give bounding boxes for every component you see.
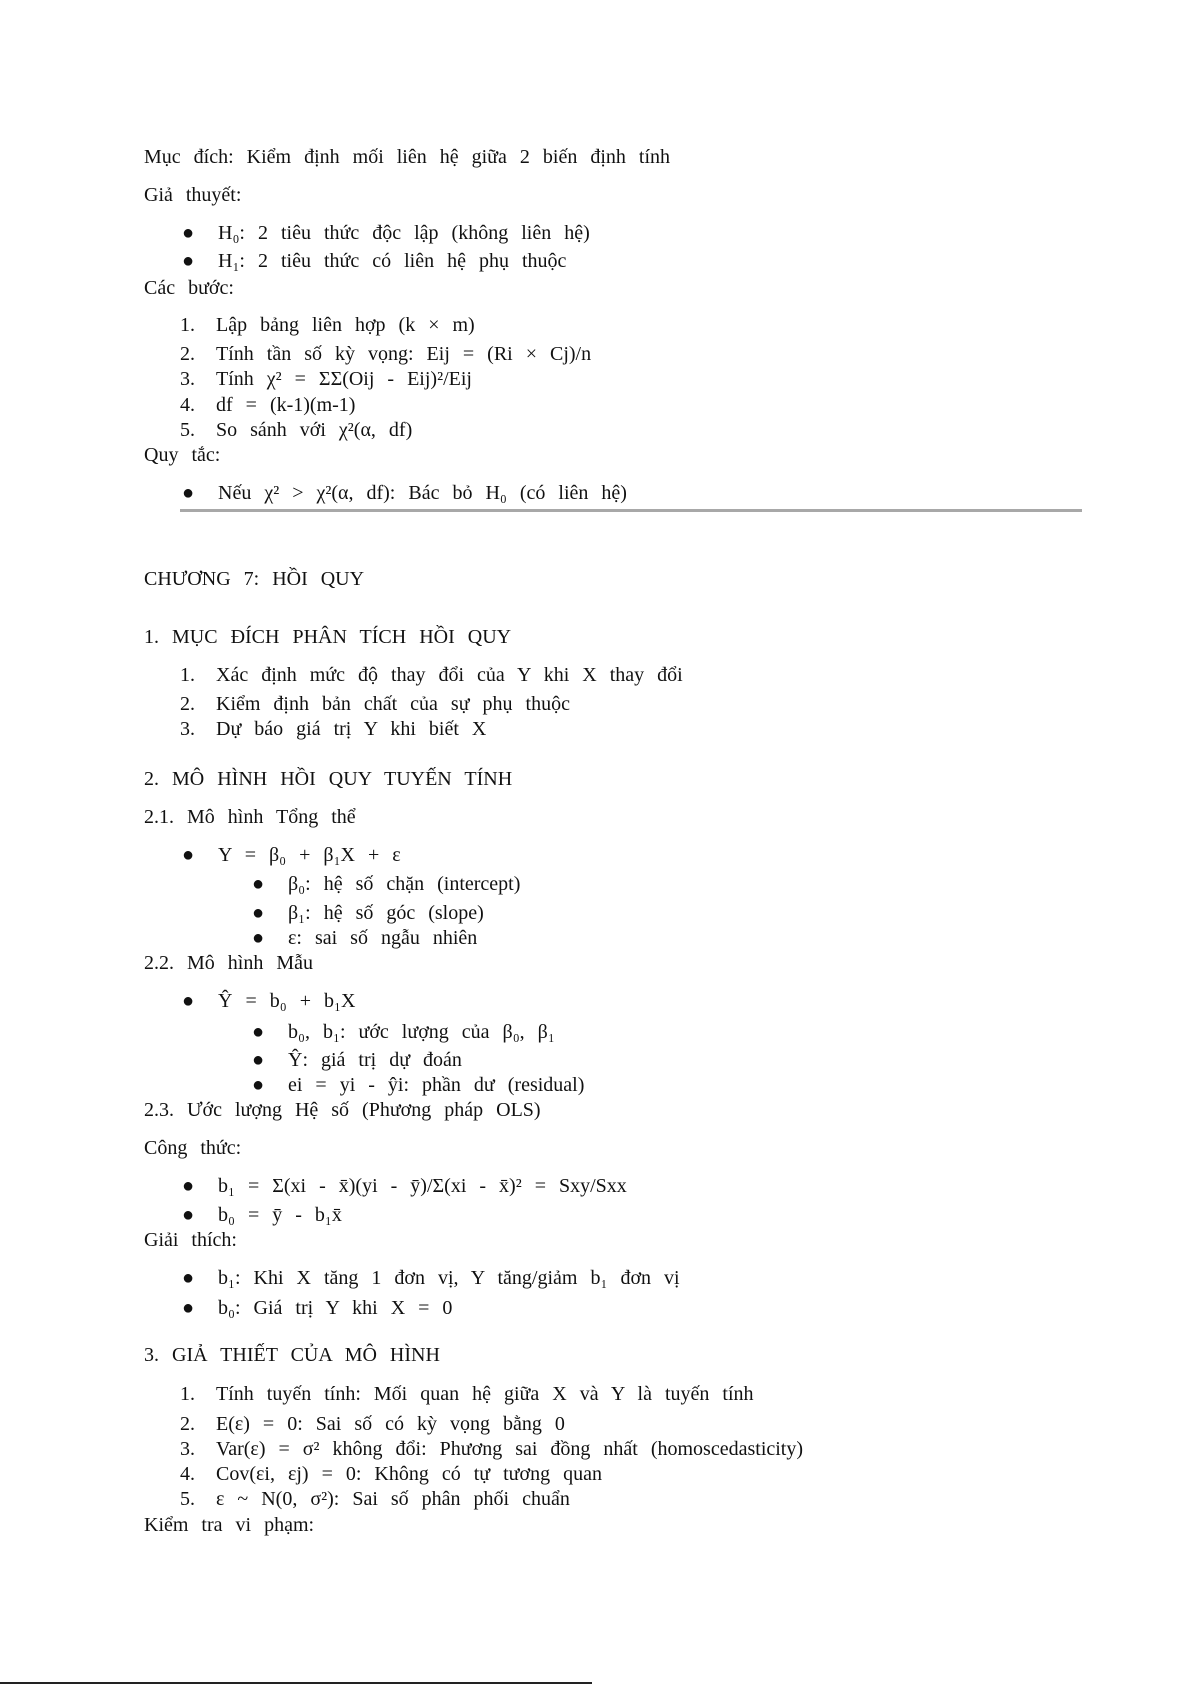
list-item: ● β₁: hệ số góc (slope) [252, 902, 484, 924]
list-item: ● Ŷ = b₀ + b₁X [182, 990, 356, 1012]
bullet-icon: ● [182, 1267, 195, 1289]
steps-heading: Các bước: [144, 277, 234, 299]
list-item: 3. Dự báo giá trị Y khi biết X [180, 718, 487, 740]
list-item: 1. Xác định mức độ thay đổi của Y khi X thay đổi [180, 664, 683, 686]
bullet-icon: ● [252, 1074, 265, 1096]
purpose-text: Mục đích: Kiểm định mối liên hệ giữa 2 biến định tính [144, 146, 670, 168]
list-item: ● H₁: 2 tiêu thức có liên hệ phụ thuộc [182, 250, 567, 272]
list-item: ● b₁ = Σ(xi - x̄)(yi - ȳ)/Σ(xi - x̄)² = Sxy/Sxx [182, 1175, 627, 1197]
violation-heading: Kiểm tra vi phạm: [144, 1514, 315, 1536]
bullet-icon: ● [182, 222, 195, 244]
list-item: 3. Var(ε) = σ² không đổi: Phương sai đồng nhất (homoscedasticity) [180, 1438, 804, 1460]
hypotheses-heading: Giả thuyết: [144, 184, 242, 206]
bullet-icon: ● [182, 482, 195, 504]
bullet-icon: ● [182, 1297, 195, 1319]
list-item: 1. Tính tuyến tính: Mối quan hệ giữa X và Y là tuyến tính [180, 1383, 754, 1405]
list-item: 5. So sánh với χ²(α, df) [180, 419, 413, 441]
list-item: ● ε: sai số ngẫu nhiên [252, 927, 478, 949]
section-heading: 2. MÔ HÌNH HỒI QUY TUYẾN TÍNH [144, 768, 513, 790]
explain-heading: Giải thích: [144, 1229, 237, 1251]
formula-heading: Công thức: [144, 1137, 242, 1159]
bullet-icon: ● [182, 1204, 195, 1226]
list-item: 3. Tính χ² = ΣΣ(Oij - Eij)²/Eij [180, 368, 472, 390]
list-item: 2. Tính tần số kỳ vọng: Eij = (Ri × Cj)/n [180, 343, 592, 365]
bullet-icon: ● [252, 873, 265, 895]
bullet-icon: ● [252, 902, 265, 924]
section-heading: 3. GIẢ THIẾT CỦA MÔ HÌNH [144, 1344, 440, 1366]
list-item: ● β₀: hệ số chặn (intercept) [252, 873, 521, 895]
list-item: 2. E(ε) = 0: Sai số có kỳ vọng bằng 0 [180, 1413, 565, 1435]
bullet-icon: ● [182, 844, 195, 866]
list-item: 4. Cov(εi, εj) = 0: Không có tự tương quan [180, 1463, 602, 1485]
rule-heading: Quy tắc: [144, 444, 221, 466]
list-item: 5. ε ~ N(0, σ²): Sai số phân phối chuẩn [180, 1488, 570, 1510]
bullet-icon: ● [182, 990, 195, 1012]
list-item: ● b₀ = ȳ - b₁x̄ [182, 1204, 342, 1226]
list-item: ● b₀, b₁: ước lượng của β₀, β₁ [252, 1021, 555, 1043]
list-item: ● Ŷ: giá trị dự đoán [252, 1049, 462, 1071]
list-item: 4. df = (k-1)(m-1) [180, 394, 356, 416]
list-item: ● Y = β₀ + β₁X + ε [182, 844, 401, 866]
subsection-heading: 2.2. Mô hình Mẫu [144, 952, 313, 974]
list-item: ● ei = yi - ŷi: phần dư (residual) [252, 1074, 585, 1096]
section-heading: 1. MỤC ĐÍCH PHÂN TÍCH HỒI QUY [144, 626, 512, 648]
list-item: 1. Lập bảng liên hợp (k × m) [180, 314, 475, 336]
bullet-icon: ● [252, 1021, 265, 1043]
subsection-heading: 2.1. Mô hình Tổng thể [144, 806, 356, 828]
bullet-icon: ● [252, 1049, 265, 1071]
chapter-title: CHƯƠNG 7: HỒI QUY [144, 568, 365, 590]
page-bottom-rule [0, 1682, 592, 1684]
subsection-heading: 2.3. Ước lượng Hệ số (Phương pháp OLS) [144, 1099, 541, 1121]
bullet-icon: ● [182, 250, 195, 272]
bullet-icon: ● [252, 927, 265, 949]
bullet-icon: ● [182, 1175, 195, 1197]
list-item: ● b₀: Giá trị Y khi X = 0 [182, 1297, 453, 1319]
list-item: ● b₁: Khi X tăng 1 đơn vị, Y tăng/giảm b₁ đơn vị [182, 1267, 680, 1289]
horizontal-rule [180, 509, 1082, 512]
list-item: 2. Kiểm định bản chất của sự phụ thuộc [180, 693, 570, 715]
list-item: ● Nếu χ² > χ²(α, df): Bác bỏ H₀ (có liên hệ) [182, 482, 627, 504]
list-item: ● H₀: 2 tiêu thức độc lập (không liên hệ) [182, 222, 590, 244]
